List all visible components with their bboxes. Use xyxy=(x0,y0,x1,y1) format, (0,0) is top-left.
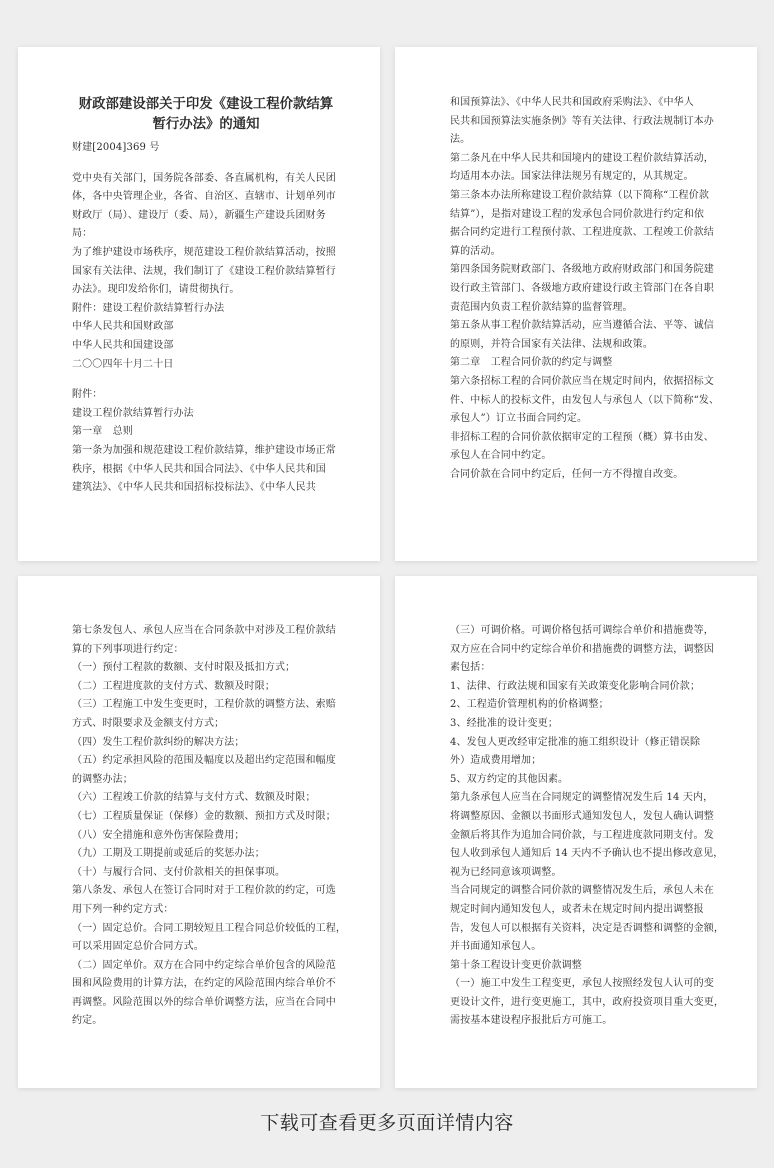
text-line: 承包人在合同中约定。 xyxy=(450,450,552,462)
document-title-line-1: 财政部建设部关于印发《建设工程价款结算 xyxy=(78,97,334,112)
text-line: 用下列一种约定方式： xyxy=(72,903,174,915)
text-line: （八）安全措施和意外伤害保险费用； xyxy=(72,829,245,841)
text-line: 第一章 总则 xyxy=(72,426,133,438)
text-line: 第八条发、承包人在签订合同时对于工程价款的约定，可选 xyxy=(72,885,336,897)
text-line: （二）工程进度款的支付方式、数额及时限； xyxy=(72,680,275,692)
text-line: 办法》。现印发给你们，请贯彻执行。 xyxy=(72,284,240,296)
notice-body xyxy=(72,170,340,375)
text-line: 的调整办法； xyxy=(72,773,133,785)
text-line: 非招标工程的合同价款依据审定的工程预（概）算书由发、 xyxy=(450,431,714,443)
text-line: 算的下列事项进行约定： xyxy=(72,643,184,655)
text-line: 二〇〇四年十月二十日 xyxy=(72,358,174,370)
text-line: 5、双方约定的其他因素。 xyxy=(450,773,569,785)
text-line: 第七条发包人、承包人应当在合同条款中对涉及工程价款结 xyxy=(72,625,336,636)
text-line: 责范围内负责工程价款结算的监督管理。 xyxy=(450,301,633,313)
text-line: （一）施工中发生工程变更，承包人按照经发包人认可的变 xyxy=(450,978,714,990)
text-line: 党中央有关部门，国务院各部委、各直属机构，有关人民团 xyxy=(72,172,336,184)
text-line: 4、发包人更改经审定批准的施工组织设计（修正错误除 xyxy=(450,736,701,748)
text-line: 件、中标人的投标文件，由发包人与承包人（以下简称“发、 xyxy=(450,394,720,406)
text-line: 第十条工程设计变更价款调整 xyxy=(450,959,582,971)
text-line: 包人收到承包人通知后 14 天内不予确认也不提出修改意见， xyxy=(450,848,724,860)
text-line: 3、经批准的设计变更； xyxy=(450,717,559,729)
download-more-caption[interactable]: 下载可查看更多页面详情内容 xyxy=(260,1112,514,1134)
text-line: 当合同规定的调整合同价款的调整情况发生后，承包人未在 xyxy=(450,885,714,897)
text-line: 建筑法》、《中华人民共和国招标投标法》、《中华人民共 xyxy=(72,482,316,494)
text-line: 第二条凡在中华人民共和国境内的建设工程价款结算活动， xyxy=(450,152,714,164)
text-line: 附件：建设工程价款结算暂行办法 xyxy=(72,302,225,314)
text-line: 规定时间内通知发包人，或者未在规定时间内提出调整报 xyxy=(450,903,704,915)
document-page-1 xyxy=(18,47,380,561)
document-title-line-2: 暂行办法》的通知 xyxy=(152,117,260,132)
text-line: （十）与履行合同、支付价款相关的担保事项。 xyxy=(72,866,286,878)
text-line: 并书面通知承包人。 xyxy=(450,941,542,953)
attachment-body xyxy=(72,386,340,498)
text-line: 方式、时限要求及金额支付方式； xyxy=(72,717,225,729)
text-line: 合同价款在合同中约定后，任何一方不得擅自改变。 xyxy=(450,468,684,480)
text-line: 均适用本办法。国家法律法规另有规定的，从其规定。 xyxy=(450,171,694,183)
text-line: 可以采用固定总价合同方式。 xyxy=(72,941,204,953)
text-line: （二）固定单价。双方在合同中约定综合单价包含的风险范 xyxy=(72,959,336,971)
text-line: 结算”），是指对建设工程的发承包合同价款进行约定和依 xyxy=(450,208,705,220)
text-line: 中华人民共和国建设部 xyxy=(72,339,174,351)
text-line: 附件： xyxy=(72,389,103,401)
text-line: 围和风险费用的计算方法，在约定的风险范围内综合单价不 xyxy=(72,978,336,990)
text-line: 法。 xyxy=(450,134,471,146)
text-line: 设行政主管部门、各级地方政府建设行政主管部门在各自职 xyxy=(450,282,714,294)
text-line: 财政厅（局）、建设厅（委、局），新疆生产建设兵团财务 xyxy=(72,209,326,221)
text-line: 素包括： xyxy=(450,662,491,674)
text-line: 2、工程造价管理机构的价格调整； xyxy=(450,699,609,711)
text-line: 算的活动。 xyxy=(450,245,501,257)
text-line: 约定。 xyxy=(72,1015,103,1027)
text-line: 和国预算法》、《中华人民共和国政府采购法》、《中华人 xyxy=(450,97,694,108)
text-line: 再调整。风险范围以外的综合单价调整方法，应当在合同中 xyxy=(72,996,336,1008)
text-line: 中华人民共和国财政部 xyxy=(72,321,174,333)
text-line: （三）工程施工中发生变更时，工程价款的调整方法、索赔 xyxy=(72,699,336,711)
text-line: （一）固定总价。合同工期较短且工程合同总价较低的工程， xyxy=(72,922,347,934)
text-line: 据合同约定进行工程预付款、工程进度款、工程竣工价款结 xyxy=(450,227,714,239)
text-line: 金额后将其作为追加合同价款，与工程进度款同期支付。发 xyxy=(450,829,714,841)
document-page-4 xyxy=(395,576,757,1088)
text-line: 第一条为加强和规范建设工程价款结算，维护建设市场正常 xyxy=(72,444,336,456)
text-line: 的原则，并符合国家有关法律、法规和政策。 xyxy=(450,338,653,350)
document-number: 财建[2004]369 号 xyxy=(72,142,160,153)
text-line: 国家有关法律、法规，我们制订了《建设工程价款结算暂行 xyxy=(72,265,336,277)
text-line: （三）可调价格。可调价格包括可调综合单价和措施费等， xyxy=(450,625,714,636)
text-line: 1、法律、行政法规和国家有关政策变化影响合同价款； xyxy=(450,680,701,692)
text-line: 局： xyxy=(72,228,93,240)
text-line: （一）预付工程款的数额、支付时限及抵扣方式； xyxy=(72,662,296,674)
text-line: 建设工程价款结算暂行办法 xyxy=(72,407,194,419)
text-line: （四）发生工程价款纠纷的解决方法； xyxy=(72,736,245,748)
text-line: 第五条从事工程价款结算活动，应当遵循合法、平等、诚信 xyxy=(450,320,714,332)
text-line: 告，发包人可以根据有关资料，决定是否调整和调整的金额， xyxy=(450,922,725,934)
text-line: （九）工期及工期提前或延后的奖惩办法； xyxy=(72,848,265,860)
text-line: （七）工程质量保证（保修）金的数额、预扣方式及时限； xyxy=(72,810,336,822)
text-line: （五）约定承担风险的范围及幅度以及超出约定范围和幅度 xyxy=(72,755,336,767)
text-line: （六）工程竣工价款的结算与支付方式、数额及时限； xyxy=(72,792,316,804)
text-line: 为了维护建设市场秩序，规范建设工程价款结算活动，按照 xyxy=(72,246,336,258)
text-line: 第九条承包人应当在合同规定的调整情况发生后 14 天内， xyxy=(450,792,714,804)
text-line: 双方应在合同中约定综合单价和措施费的调整方法，调整因 xyxy=(450,643,714,655)
text-line: 秩序，根据《中华人民共和国合同法》、《中华人民共和国 xyxy=(72,463,326,475)
chapter-heading: 第二章 工程合同价款的约定与调整 xyxy=(450,357,613,369)
text-line: 第四条国务院财政部门、各级地方政府财政部门和国务院建 xyxy=(450,264,714,276)
text-line: 第三条本办法所称建设工程价款结算（以下简称“工程价款 xyxy=(450,189,710,201)
text-line: 外）造成费用增加； xyxy=(450,755,542,767)
document-page-3 xyxy=(18,576,380,1088)
document-page-2 xyxy=(395,47,757,561)
text-line: 将调整原因、金额以书面形式通知发包人，发包人确认调整 xyxy=(450,810,714,822)
text-line: 视为已经同意该项调整。 xyxy=(450,866,562,878)
text-line: 体，各中央管理企业，各省、自治区、直辖市、计划单列市 xyxy=(72,191,336,203)
text-line: 第六条招标工程的合同价款应当在规定时间内，依据招标文 xyxy=(450,375,714,387)
text-line: 需按基本建设程序报批后方可施工。 xyxy=(450,1015,613,1027)
text-line: 民共和国预算法实施条例》等有关法律、行政法规制订本办 xyxy=(450,115,714,127)
text-line: 承包人”）订立书面合同约定。 xyxy=(450,413,588,425)
text-line: 更设计文件，进行变更施工，其中，政府投资项目重大变更， xyxy=(450,996,725,1008)
